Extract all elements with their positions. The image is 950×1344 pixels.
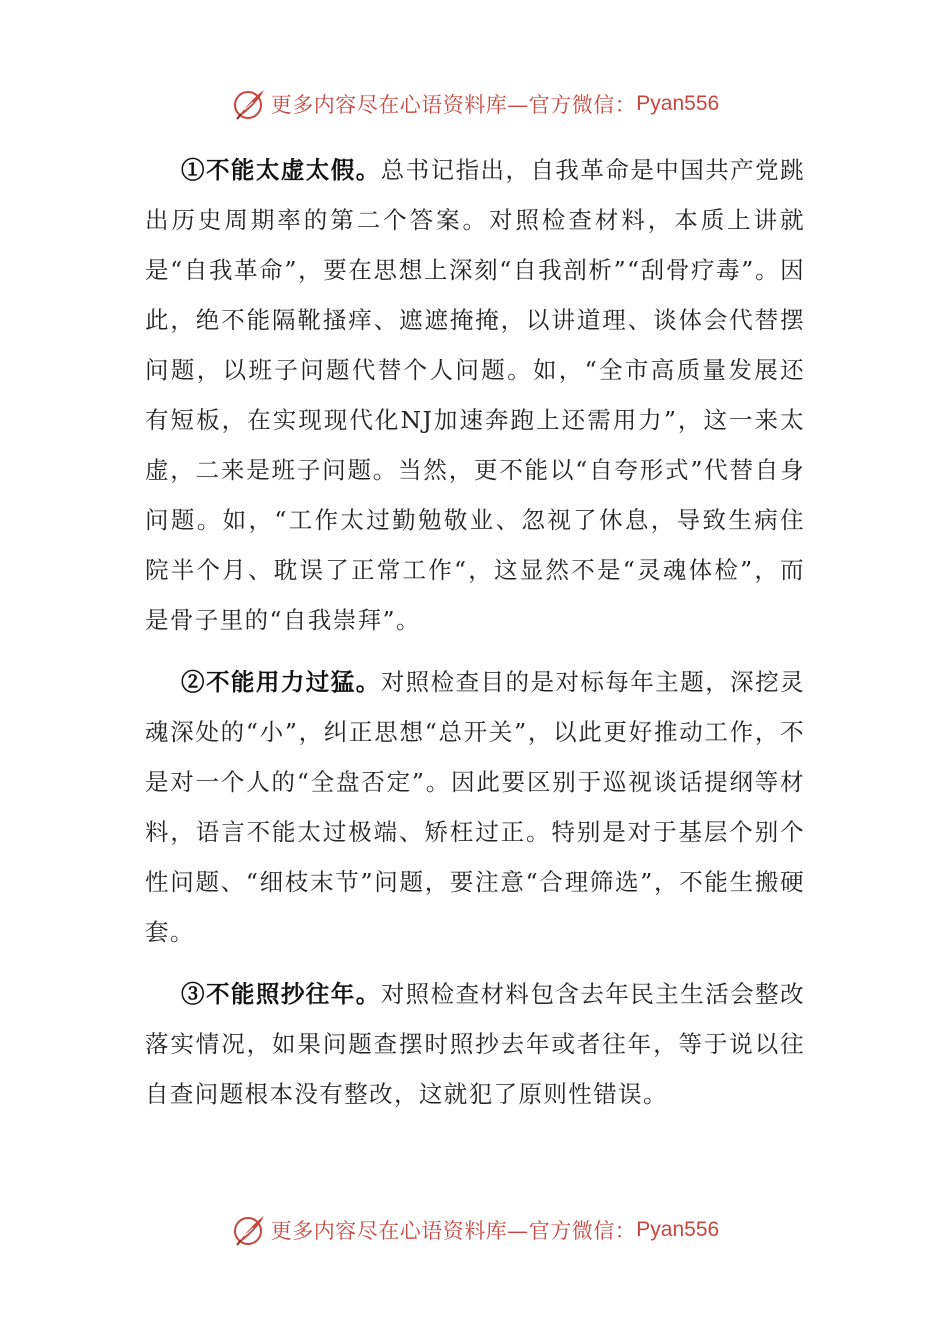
footer-brand-text: 更多内容尽在心语资料库—官方微信： (270, 1219, 637, 1243)
paragraph-1-lead: ①不能太虚太假。 (181, 156, 381, 184)
quill-pen-logo-icon (231, 86, 267, 122)
paragraph-3-lead: ③不能照抄往年。 (181, 980, 381, 1008)
paragraph-1 (145, 145, 805, 645)
paragraph-3 (145, 969, 805, 1119)
paragraph-2 (145, 657, 805, 957)
footer-banner (0, 1210, 950, 1250)
footer-wechat-id: Pyan556 (636, 1218, 720, 1241)
header-banner (0, 84, 950, 124)
document-body (145, 145, 805, 1131)
paragraph-2-body: 对照检查目的是对标每年主题，深挖灵魂深处的“小”，纠正思想“总开关”，以此更好推动工作，不是对一个人的“全盘否定”。因此要区别于巡视谈话提纲等材料，语言不能太过极端、矫枉过正。特别是对于基层个别个性问题、“细枝末节”问题，要注意“合理筛选”，不能生搬硬套。 (145, 668, 805, 946)
header-wechat-id: Pyan556 (636, 92, 720, 115)
paragraph-2-lead: ②不能用力过猛。 (181, 668, 381, 696)
paragraph-1-body: 总书记指出，自我革命是中国共产党跳出历史周期率的第二个答案。对照检查材料，本质上讲就是“自我革命”，要在思想上深刻“自我剖析”“刮骨疗毒”。因此，绝不能隔靴搔痒、遮遮掩掩，以讲道理、谈体会代替摆问题，以班子问题代替个人问题。如，“全市高质量发展还有短板，在实现现代化NJ加速奔跑上还需用力”，这一来太虚，二来是班子问题。当然，更不能以“自夸形式”代替自身问题。如，“工作太过勤勉敬业、忽视了休息，导致生病住院半个月、耽误了正常工作“，这显然不是“灵魂体检”，而是骨子里的“自我崇拜”。 (145, 156, 805, 634)
paragraph-3-body: 对照检查材料包含去年民主生活会整改落实情况，如果问题查摆时照抄去年或者往年，等于说以往自查问题根本没有整改，这就犯了原则性错误。 (145, 980, 805, 1108)
header-brand-text: 更多内容尽在心语资料库—官方微信： (270, 93, 637, 117)
quill-pen-logo-icon (231, 1212, 267, 1248)
